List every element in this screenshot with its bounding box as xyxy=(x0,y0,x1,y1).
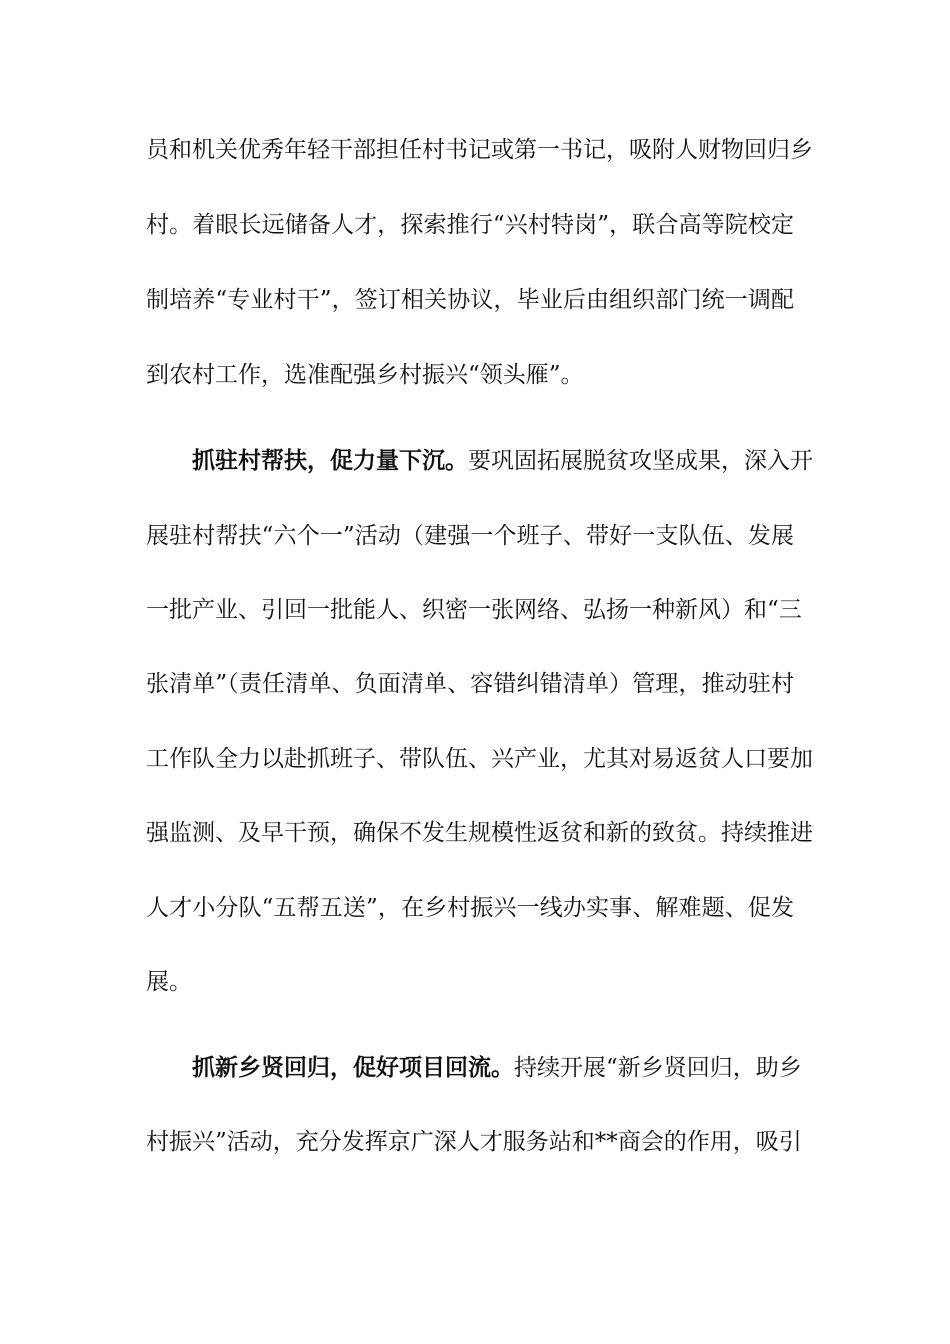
text-line: 人才小分队“五帮五送”，在乡村振兴一线办实事、解难题、促发 xyxy=(146,895,794,921)
paragraph-heading: 抓驻村帮扶，促力量下沉。 xyxy=(192,447,468,474)
text-line: 员和机关优秀年轻干部担任村书记或第一书记，吸附人财物回归乡 xyxy=(146,137,813,163)
text-line: 村振兴”活动，充分发挥京广深人才服务站和**商会的作用，吸引 xyxy=(146,1129,802,1155)
paragraph-text: 要巩固拓展脱贫攻坚成果，深入开 xyxy=(468,448,813,474)
text-line: 展。 xyxy=(146,969,192,995)
text-line: 张清单”（责任清单、负面清单、容错纠错清单）管理，推动驻村 xyxy=(146,671,794,697)
text-line: 展驻村帮扶“六个一”活动（建强一个班子、带好一支队伍、发展 xyxy=(146,523,794,549)
text-line: 到农村工作，选准配强乡村振兴“领头雁”。 xyxy=(146,362,584,388)
paragraph-heading: 抓新乡贤回归，促好项目回流。 xyxy=(192,1054,514,1081)
text-line: 一批产业、引回一批能人、织密一张网络、弘扬一种新风）和“三 xyxy=(146,597,802,623)
text-line: 工作队全力以赴抓班子、带队伍、兴产业，尤其对易返贫人口要加 xyxy=(146,746,813,772)
text-line: 村。着眼长远储备人才，探索推行“兴村特岗”，联合高等院校定 xyxy=(146,212,794,238)
text-line: 制培养“专业村干”，签订相关协议，毕业后由组织部门统一调配 xyxy=(146,287,794,313)
text-line: 强监测、及早干预，确保不发生规模性返贫和新的致贫。持续推进 xyxy=(146,820,813,846)
paragraph-first-line xyxy=(192,441,813,481)
paragraph-text: 持续开展“新乡贤回归，助乡 xyxy=(514,1055,802,1081)
paragraph-first-line xyxy=(192,1048,802,1088)
